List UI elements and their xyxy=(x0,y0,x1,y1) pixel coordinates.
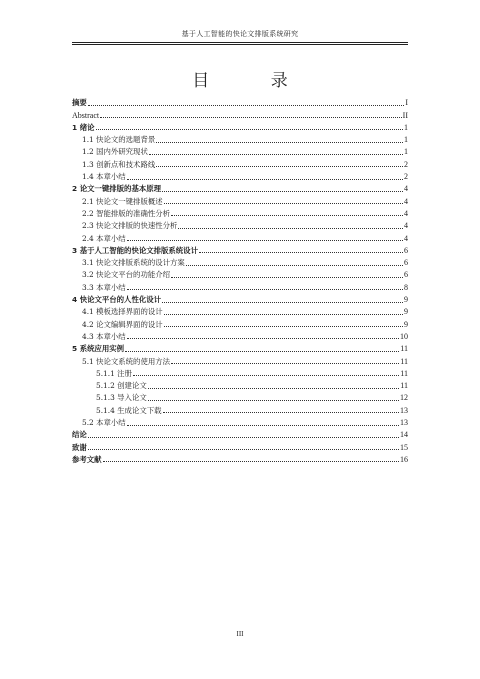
toc-entry-page: 9 xyxy=(404,295,408,305)
toc-entry-page: 13 xyxy=(400,405,408,415)
toc-entry-page: 16 xyxy=(400,454,408,464)
toc-entry[interactable] xyxy=(72,107,408,119)
toc-entry-label: 摘要 xyxy=(72,98,87,108)
toc-entry[interactable] xyxy=(72,329,408,341)
toc-entry-label: 4.2 论文编辑界面的设计 xyxy=(82,319,163,329)
dot-leader xyxy=(162,302,403,303)
toc-entry-page: 2 xyxy=(404,159,408,169)
toc-entry-page: 10 xyxy=(400,331,408,341)
toc-entry-label: 2.3 快论文排版的快速性分析 xyxy=(82,221,178,231)
toc-entry[interactable] xyxy=(72,439,408,451)
toc-entry-label: 5.1.3 导入论文 xyxy=(96,393,147,403)
toc-entry-label: 4.3 本章小结 xyxy=(82,331,126,341)
dot-leader xyxy=(127,338,399,339)
toc-entry-page: 11 xyxy=(400,381,408,391)
dot-leader xyxy=(103,461,399,462)
toc-entry-page: 9 xyxy=(404,319,408,329)
dot-leader xyxy=(125,351,399,352)
toc-entry[interactable] xyxy=(72,341,408,353)
toc-entry-label: 1.3 创新点和技术路线 xyxy=(82,159,156,169)
toc-entry-page: 13 xyxy=(400,418,408,428)
dot-leader xyxy=(164,203,403,204)
toc-entry[interactable] xyxy=(72,120,408,132)
toc-entry[interactable] xyxy=(72,366,408,378)
toc-title: 目 录 xyxy=(192,71,316,91)
toc-entry-page: 1 xyxy=(404,147,408,157)
toc-entry-label: 参考文献 xyxy=(72,454,102,464)
toc-entry[interactable] xyxy=(72,378,408,390)
dot-leader xyxy=(162,191,403,192)
toc-entry-page: 8 xyxy=(404,282,408,292)
dot-leader xyxy=(88,437,399,438)
toc-entry[interactable] xyxy=(72,353,408,365)
toc-entry-label: 1 绪论 xyxy=(72,122,95,132)
dot-leader xyxy=(133,375,399,376)
toc-entry-label: 5.1.4 生成论文下载 xyxy=(96,405,162,415)
toc-entry-page: 6 xyxy=(404,270,408,280)
toc-entry-label: 3.3 本章小结 xyxy=(82,282,126,292)
toc-entry[interactable] xyxy=(72,144,408,156)
toc-entry-page: 14 xyxy=(400,430,408,440)
dot-leader xyxy=(199,252,403,253)
dot-leader xyxy=(88,449,399,450)
header-rule xyxy=(72,42,408,45)
toc-entry-label: 5 系统应用实例 xyxy=(72,344,125,354)
toc-entry-label: Abstract xyxy=(72,110,100,120)
toc-entry-page: 11 xyxy=(400,356,408,366)
toc-entry[interactable] xyxy=(72,193,408,205)
toc-entry-page: 11 xyxy=(400,368,408,378)
dot-leader xyxy=(156,142,403,143)
toc-entry[interactable] xyxy=(72,292,408,304)
toc-entry[interactable] xyxy=(72,452,408,464)
toc-entry-label: 5.1.1 注册 xyxy=(96,368,132,378)
dot-leader xyxy=(127,179,403,180)
toc-entry-label: 结论 xyxy=(72,430,87,440)
toc-entry-page: 1 xyxy=(404,135,408,145)
toc-entry[interactable] xyxy=(72,181,408,193)
toc-entry-page: 4 xyxy=(404,221,408,231)
toc-entry[interactable] xyxy=(72,402,408,414)
toc-entry-label: 1.2 国内外研究现状 xyxy=(82,147,148,157)
dot-leader xyxy=(163,412,400,413)
toc-entry-page: 4 xyxy=(404,184,408,194)
toc-entry-label: 2.2 智能排版的准确性分析 xyxy=(82,208,171,218)
toc-entry-label: 3 基于人工智能的快论文排版系统设计 xyxy=(72,245,198,255)
dot-leader xyxy=(171,215,403,216)
toc-entry-page: 4 xyxy=(404,208,408,218)
page-number: III xyxy=(236,630,244,638)
toc-entry-page: 6 xyxy=(404,245,408,255)
toc-entry-page: II xyxy=(402,110,408,120)
toc-entry-page: 6 xyxy=(404,258,408,268)
toc-entry[interactable] xyxy=(72,255,408,267)
toc-entry[interactable] xyxy=(72,304,408,316)
toc-entry[interactable] xyxy=(72,243,408,255)
toc-entry[interactable] xyxy=(72,267,408,279)
dot-leader xyxy=(164,326,403,327)
toc-entry-page: 12 xyxy=(400,393,408,403)
toc-entry-page: 2 xyxy=(404,172,408,182)
dot-leader xyxy=(149,154,403,155)
dot-leader xyxy=(127,240,403,241)
dot-leader xyxy=(127,289,403,290)
toc-entry[interactable] xyxy=(72,390,408,402)
toc-entry-label: 2.1 快论文一键排版概述 xyxy=(82,196,163,206)
toc-entry[interactable] xyxy=(72,230,408,242)
toc-entry-page: I xyxy=(405,98,408,108)
toc-entry-label: 3.2 快论文平台的功能介绍 xyxy=(82,270,171,280)
toc-entry-label: 3.1 快论文排版系统的设计方案 xyxy=(82,258,185,268)
toc-entry-label: 致谢 xyxy=(72,442,87,452)
toc-entry-label: 2.4 本章小结 xyxy=(82,233,126,243)
toc-entry-label: 2 论文一键排版的基本原理 xyxy=(72,184,162,194)
toc-entry-page: 11 xyxy=(400,344,408,354)
dot-leader xyxy=(100,117,402,118)
toc-entry-page: 15 xyxy=(400,442,408,452)
toc-entry-label: 5.2 本章小结 xyxy=(82,418,126,428)
toc-entry[interactable] xyxy=(72,316,408,328)
toc-entry-page: 4 xyxy=(404,196,408,206)
toc-entry[interactable] xyxy=(72,218,408,230)
toc-entry-label: 4.1 模板选择界面的设计 xyxy=(82,307,163,317)
dot-leader xyxy=(148,400,399,401)
dot-leader xyxy=(148,388,400,389)
toc-entry-page: 4 xyxy=(404,233,408,243)
toc-entry-label: 4 快论文平台的人性化设计 xyxy=(72,295,162,305)
dot-leader xyxy=(127,425,399,426)
toc-entry[interactable] xyxy=(72,206,408,218)
toc-entry[interactable] xyxy=(72,95,408,107)
toc-entry[interactable] xyxy=(72,169,408,181)
toc-entry[interactable] xyxy=(72,427,408,439)
toc-entry[interactable] xyxy=(72,156,408,168)
dot-leader xyxy=(171,363,399,364)
dot-leader xyxy=(178,228,403,229)
dot-leader xyxy=(164,314,403,315)
toc-entry[interactable] xyxy=(72,415,408,427)
dot-leader xyxy=(96,129,404,130)
dot-leader xyxy=(156,166,403,167)
dot-leader xyxy=(186,265,403,266)
dot-leader xyxy=(88,105,405,106)
toc-entry-label: 5.1.2 创建论文 xyxy=(96,381,147,391)
toc-entry-page: 9 xyxy=(404,307,408,317)
toc-entry-label: 1.1 快论文的选题背景 xyxy=(82,135,156,145)
toc-entry-label: 1.4 本章小结 xyxy=(82,172,126,182)
toc-entry-label: 5.1 快论文系统的使用方法 xyxy=(82,356,171,366)
toc-entry-page: 1 xyxy=(404,122,408,132)
toc-entry[interactable] xyxy=(72,279,408,291)
running-header: 基于人工智能的快论文排版系统研究 xyxy=(181,30,299,38)
toc-entry[interactable] xyxy=(72,132,408,144)
table-of-contents xyxy=(72,95,408,464)
dot-leader xyxy=(171,277,403,278)
